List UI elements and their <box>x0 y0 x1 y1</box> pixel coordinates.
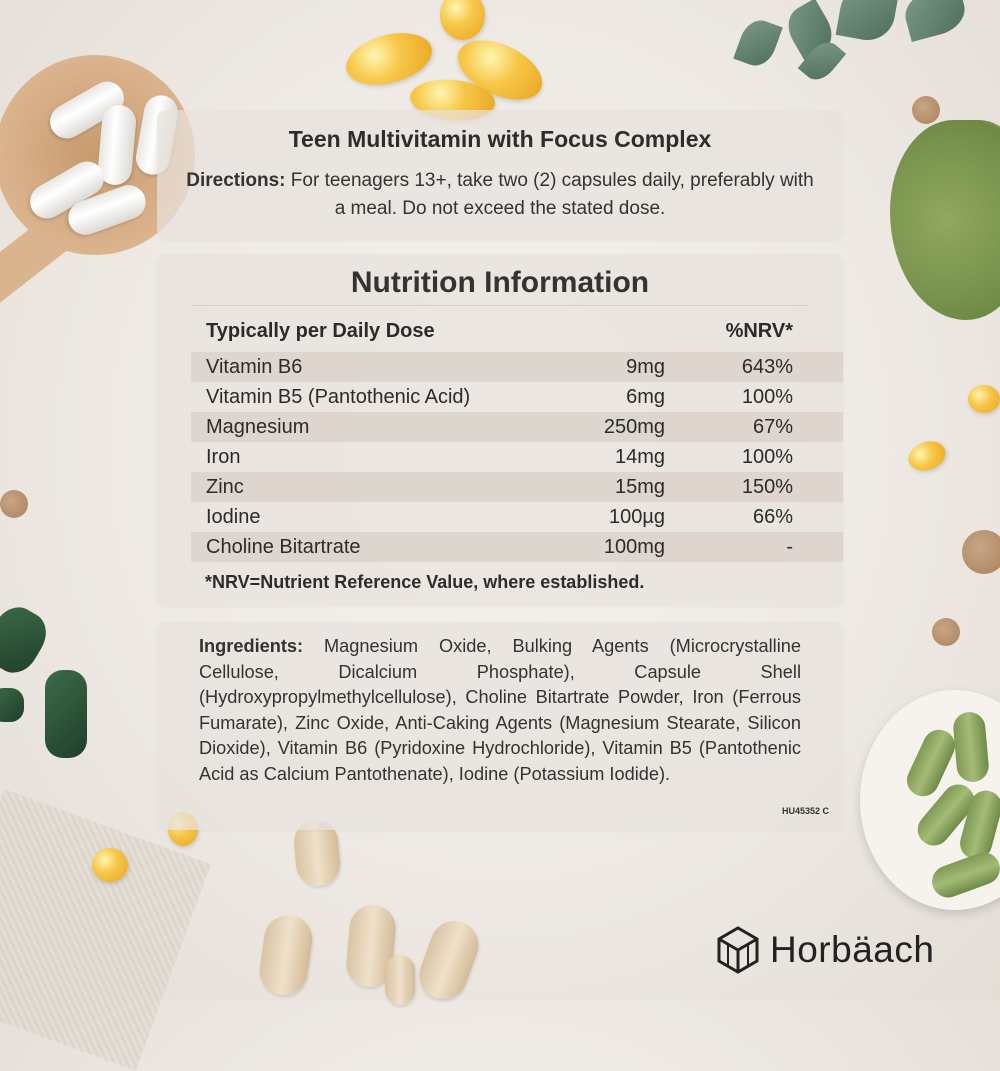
nutrient-name: Vitamin B6 <box>206 356 303 378</box>
nutrient-nrv: 643% <box>741 356 793 378</box>
nutrient-nrv: 150% <box>741 476 793 498</box>
nutrient-name: Vitamin B5 (Pantothenic Acid) <box>206 386 471 408</box>
spirulina-tablet <box>0 599 55 680</box>
table-row <box>191 472 843 502</box>
table-header <box>206 320 793 350</box>
eucalyptus-leaf <box>836 0 900 44</box>
nutrient-nrv: 67% <box>752 416 793 438</box>
table-row <box>191 352 843 382</box>
green-capsule <box>952 711 990 784</box>
ingredients-panel <box>157 622 843 830</box>
brand-name: Horbäach <box>770 929 935 970</box>
softgel-capsule <box>92 848 128 882</box>
nutrient-name: Magnesium <box>206 416 310 438</box>
green-powder <box>890 120 1000 320</box>
nrv-footnote: *NRV=Nutrient Reference Value, where established. <box>205 572 645 592</box>
nutrition-table <box>191 352 843 562</box>
directions-body: For teenagers 13+, take two (2) capsules daily, preferably with a meal. Do not exceed the stated dose. <box>290 170 814 219</box>
product-title: Teen Multivitamin with Focus Complex <box>288 126 712 152</box>
nutrient-name: Iodine <box>206 506 261 528</box>
softgel-capsule <box>968 385 1000 413</box>
brand <box>716 926 934 974</box>
divider <box>191 305 809 306</box>
nutrient-amount: 14mg <box>614 446 665 468</box>
softgel-capsule <box>440 0 485 40</box>
spirulina-tablet <box>0 688 24 722</box>
ingredients-label: Ingredients: <box>199 636 304 656</box>
nutrient-nrv: 66% <box>752 506 793 528</box>
nutrition-title: Nutrition Information <box>350 266 650 299</box>
ingredients-body: Magnesium Oxide, Bulking Agents (Microcrystalline Cellulose, Dicalcium Phosphate), Capsule Shell (Hydroxypropylmethylcellulose), Choline Bitartrate Powder, Iron (Ferrous Fumarate), Zinc Oxide, Anti-Caking Agents (Magnesium Stearate, Silicon Dioxide), Vitamin B6 (Pyridoxine Hydrochloride), Vitamin B5 (Pantothenic Acid as Calcium Pantothenate), Iodine (Potassium Iodide). <box>199 636 801 784</box>
nutrient-nrv: 100% <box>741 446 793 468</box>
nutrition-panel <box>157 254 843 606</box>
eucalyptus-leaf <box>733 15 783 71</box>
directions-panel <box>157 110 843 240</box>
eucalyptus-leaf <box>900 0 970 42</box>
product-code: HU45352 C <box>781 806 829 816</box>
brown-tablet <box>912 96 940 124</box>
nutrient-amount: 100µg <box>608 506 665 528</box>
table-row <box>191 412 843 442</box>
nutrient-name: Zinc <box>206 476 244 498</box>
nutrient-amount: 6mg <box>626 386 665 408</box>
nutrient-nrv: - <box>786 536 793 558</box>
nutrient-name: Choline Bitartrate <box>206 536 361 558</box>
header-nrv: %NRV* <box>725 320 793 342</box>
table-row <box>191 442 843 472</box>
brown-tablet <box>962 530 1000 574</box>
brown-tablet <box>0 490 28 518</box>
softgel-capsule <box>904 436 949 475</box>
ingredients-text <box>199 634 801 787</box>
spirulina-tablet <box>45 670 87 758</box>
nutrient-amount: 9mg <box>626 356 665 378</box>
nutrient-amount: 15mg <box>614 476 665 498</box>
nutrient-nrv: 100% <box>741 386 793 408</box>
brown-tablet <box>932 618 960 646</box>
header-label: Typically per Daily Dose <box>206 320 435 342</box>
table-row <box>191 532 843 562</box>
directions-label: Directions: <box>186 170 286 191</box>
table-row <box>191 382 843 412</box>
beige-tablet <box>385 955 415 1005</box>
beige-tablet <box>413 914 485 1006</box>
nutrient-amount: 250mg <box>603 416 665 438</box>
beige-tablet <box>257 912 316 998</box>
directions-text <box>179 167 821 223</box>
hexagon-cube-icon <box>716 926 760 974</box>
nutrient-amount: 100mg <box>603 536 665 558</box>
table-row <box>191 502 843 532</box>
nutrient-name: Iron <box>206 446 241 468</box>
